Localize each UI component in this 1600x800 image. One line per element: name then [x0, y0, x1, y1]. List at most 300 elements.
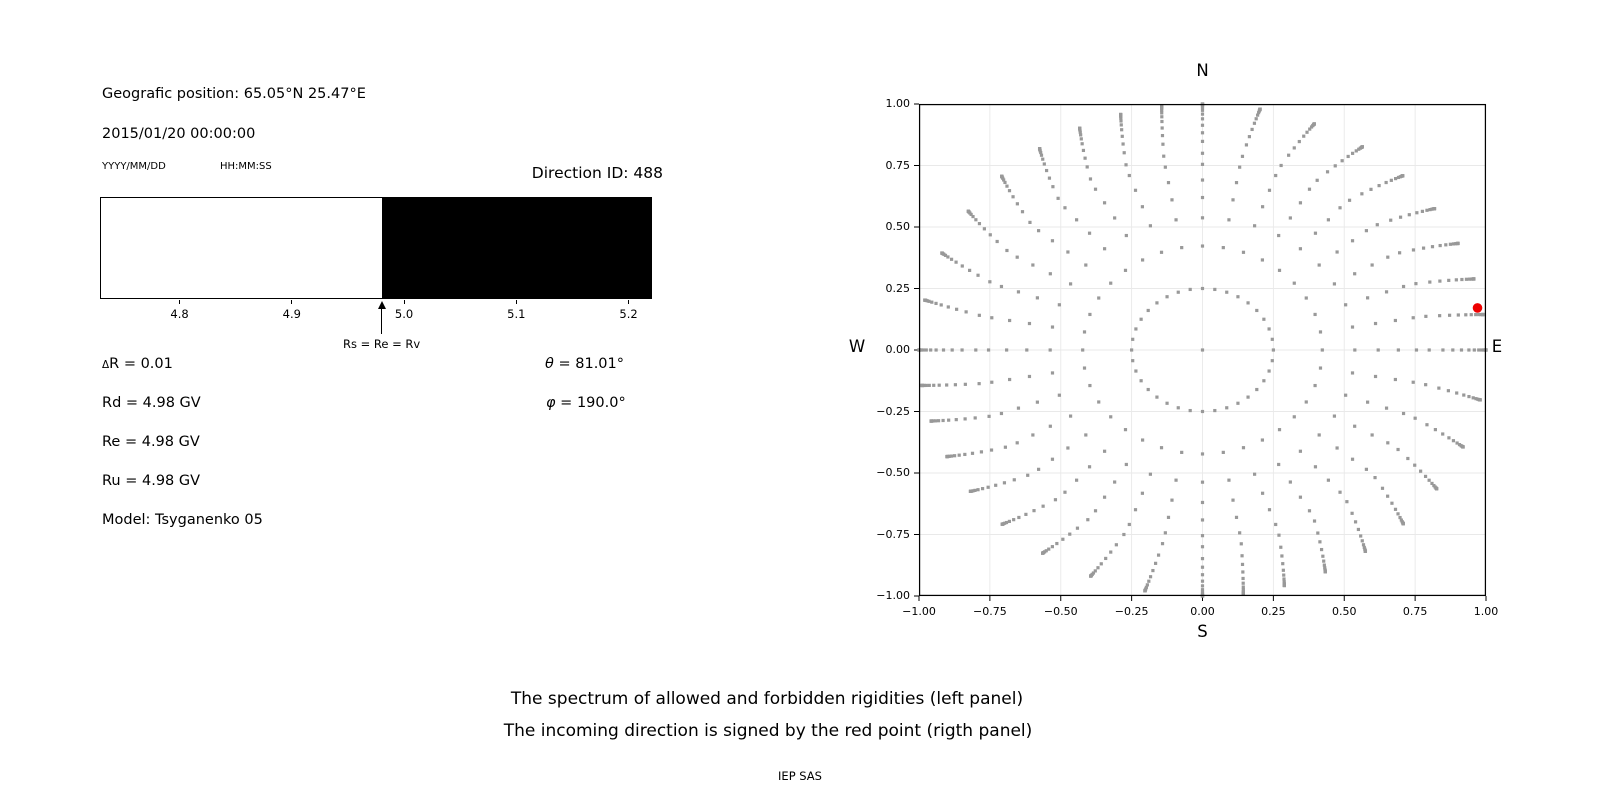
direction-dot: [1402, 522, 1405, 525]
direction-dot: [1147, 309, 1150, 312]
direction-dot: [974, 218, 977, 221]
direction-dot: [1013, 478, 1016, 481]
x-tick-label: 1.00: [1473, 605, 1499, 618]
direction-dot: [1201, 140, 1204, 143]
direction-dot: [1279, 546, 1282, 549]
direction-dot: [1000, 175, 1003, 178]
direction-dot: [1038, 147, 1041, 150]
direction-dot: [1377, 348, 1380, 351]
direction-dot: [1401, 174, 1404, 177]
direction-dot: [1241, 563, 1244, 566]
direction-dot: [1385, 181, 1388, 184]
direction-dot: [1063, 206, 1066, 209]
direction-dot: [1103, 496, 1106, 499]
direction-dot: [1359, 534, 1362, 537]
direction-dot: [1031, 263, 1034, 266]
direction-dot: [1314, 232, 1317, 235]
direction-dot: [961, 264, 964, 267]
direction-dot: [1398, 251, 1401, 254]
direction-dot: [1268, 327, 1271, 330]
direction-dot: [1280, 164, 1283, 167]
direction-dot: [945, 383, 948, 386]
direction-dot: [1051, 239, 1054, 242]
direction-dot: [1201, 117, 1204, 120]
direction-dot: [1261, 258, 1264, 261]
direction-dot: [1437, 387, 1440, 390]
direction-dot: [1201, 216, 1204, 219]
direction-dot: [1258, 108, 1261, 111]
direction-dot: [1386, 256, 1389, 259]
direction-dot: [1001, 523, 1004, 526]
datetime-text: 2015/01/20 00:00:00: [102, 126, 256, 142]
cutoff-arrow-label: Rs = Re = Rv: [342, 337, 421, 351]
direction-dot: [1467, 348, 1470, 351]
direction-dot: [1406, 457, 1409, 460]
direction-dot: [1201, 244, 1204, 247]
direction-dot: [983, 227, 986, 230]
direction-dot: [1305, 296, 1308, 299]
direction-dot: [1282, 573, 1285, 576]
direction-dot: [1277, 463, 1280, 466]
direction-dot: [1238, 166, 1241, 169]
direction-dot: [1086, 165, 1089, 168]
direction-dot: [1316, 531, 1319, 534]
direction-dot: [1063, 491, 1066, 494]
direction-dot: [965, 310, 968, 313]
direction-dot: [950, 258, 953, 261]
direction-dot: [1069, 414, 1072, 417]
direction-dot: [1157, 554, 1160, 557]
compass-south-label: S: [1197, 622, 1208, 641]
direction-dot: [1321, 348, 1324, 351]
direction-dot: [954, 261, 957, 264]
direction-dot: [934, 348, 937, 351]
direction-dot: [1255, 388, 1258, 391]
direction-dot: [1155, 396, 1158, 399]
phi-symbol: φ: [546, 395, 556, 411]
direction-dot: [963, 453, 966, 456]
direction-dot: [1313, 384, 1316, 387]
direction-dot: [1394, 508, 1397, 511]
direction-dot: [1428, 479, 1431, 482]
direction-dot: [1201, 566, 1204, 569]
direction-dot: [1012, 518, 1015, 521]
direction-dot: [1242, 446, 1245, 449]
direction-dot: [1054, 498, 1057, 501]
direction-dot: [1120, 123, 1123, 126]
direction-dot: [1305, 131, 1308, 134]
direction-dot: [1201, 452, 1204, 455]
direction-dot: [971, 452, 974, 455]
direction-dot: [1028, 375, 1031, 378]
direction-dot: [1201, 348, 1204, 351]
direction-dot: [1032, 509, 1035, 512]
direction-dot: [1240, 542, 1243, 545]
direction-dot: [1113, 216, 1116, 219]
direction-dot: [1097, 400, 1100, 403]
direction-dot: [1386, 441, 1389, 444]
direction-dot: [1425, 209, 1428, 212]
direction-dot: [1201, 113, 1204, 116]
direction-dot: [1201, 518, 1204, 521]
direction-dot: [1385, 407, 1388, 410]
direction-dot: [1434, 428, 1437, 431]
direction-dot: [1353, 348, 1356, 351]
direction-dot: [1421, 210, 1424, 213]
date-format-hint: YYYY/MM/DD: [102, 161, 166, 172]
direction-dot: [1028, 221, 1031, 224]
direction-dot: [1167, 516, 1170, 519]
direction-dot: [1413, 464, 1416, 467]
direction-dot: [1396, 512, 1399, 515]
x-tick-label: −0.75: [973, 605, 1007, 618]
direction-dot: [1088, 232, 1091, 235]
direction-dot: [1447, 389, 1450, 392]
x-tick-label: 0.50: [1332, 605, 1357, 618]
direction-dot: [1227, 218, 1230, 221]
direction-dot: [1165, 295, 1168, 298]
direction-dot: [1283, 584, 1286, 587]
direction-dot: [1124, 163, 1127, 166]
direction-dot: [1374, 322, 1377, 325]
allowed-region: [101, 198, 382, 298]
direction-dot: [1017, 407, 1020, 410]
direction-dot: [1017, 516, 1020, 519]
direction-dot: [1201, 481, 1204, 484]
y-tick-label: 1.00: [885, 97, 910, 110]
direction-dot: [1088, 465, 1091, 468]
direction-dot: [1341, 159, 1344, 162]
direction-dot: [1225, 406, 1228, 409]
direction-dot: [1104, 557, 1107, 560]
direction-dot: [1261, 438, 1264, 441]
direction-dot: [1154, 562, 1157, 565]
direction-dot: [1041, 158, 1044, 161]
direction-dot: [1402, 285, 1405, 288]
direction-dot: [1049, 425, 1052, 428]
direction-dot: [1201, 580, 1204, 583]
direction-dot: [1390, 179, 1393, 182]
direction-dot: [994, 484, 997, 487]
direction-dot: [1109, 550, 1112, 553]
direction-dot: [1351, 239, 1354, 242]
credit-text: IEP SAS: [778, 769, 822, 783]
direction-dot: [1005, 185, 1008, 188]
direction-dot: [1274, 523, 1277, 526]
direction-dot: [1240, 554, 1243, 557]
direction-dot: [1316, 179, 1319, 182]
spectrum-tick-label: 4.9: [282, 307, 301, 321]
direction-dot: [1016, 202, 1019, 205]
direction-dot: [1051, 371, 1054, 374]
direction-dot: [1201, 534, 1204, 537]
direction-dot: [1201, 163, 1204, 166]
direction-dot: [1130, 348, 1133, 351]
direction-scatter-plot: [848, 61, 1503, 641]
direction-dot: [1037, 229, 1040, 232]
direction-dot: [1278, 269, 1281, 272]
direction-dot: [940, 303, 943, 306]
direction-dot: [1075, 218, 1078, 221]
direction-dot: [1086, 518, 1089, 521]
direction-dot: [1441, 348, 1444, 351]
direction-dot: [1008, 319, 1011, 322]
direction-dot: [1435, 487, 1438, 490]
spectrum-tick-label: 5.2: [619, 307, 638, 321]
direction-dot: [987, 486, 990, 489]
direction-dot: [1000, 285, 1003, 288]
direction-dot: [1344, 303, 1347, 306]
direction-dot: [1357, 528, 1360, 531]
direction-dot: [1174, 479, 1177, 482]
cutoff-arrow-shaft: [381, 307, 382, 334]
direction-dot: [1177, 291, 1180, 294]
direction-dot: [1354, 520, 1357, 523]
direction-dot: [1048, 177, 1051, 180]
direction-dot: [1028, 322, 1031, 325]
direction-dot: [1394, 378, 1397, 381]
spectrum-tick-mark: [628, 300, 629, 304]
y-tick-label: 0.75: [885, 158, 910, 172]
direction-dot: [1394, 177, 1397, 180]
direction-dot: [1385, 290, 1388, 293]
direction-dot: [1262, 318, 1265, 321]
direction-dot: [1348, 199, 1351, 202]
direction-dot: [1131, 359, 1134, 362]
direction-dot: [1268, 189, 1271, 192]
direction-dot: [1147, 580, 1150, 583]
direction-dot: [1003, 481, 1006, 484]
spectrum-tick-label: 5.0: [394, 307, 414, 321]
direction-dot: [1261, 492, 1264, 495]
direction-dot: [987, 348, 990, 351]
direction-dot: [1308, 509, 1311, 512]
direction-dot: [1124, 428, 1127, 431]
direction-dot: [1361, 145, 1364, 148]
direction-dot: [1081, 142, 1084, 145]
direction-dot: [1123, 151, 1126, 154]
direction-dot: [1462, 393, 1465, 396]
direction-dot: [1447, 279, 1450, 282]
direction-dot: [1161, 143, 1164, 146]
direction-dot: [1448, 314, 1451, 317]
direction-dot: [1351, 371, 1354, 374]
direction-dot: [1140, 318, 1143, 321]
direction-dot: [1366, 296, 1369, 299]
direction-dot: [1131, 338, 1134, 341]
direction-dot: [1298, 140, 1301, 143]
direction-dot: [1082, 149, 1085, 152]
direction-dot: [1472, 396, 1475, 399]
direction-plot-canvas: [919, 104, 1486, 596]
direction-dot: [1281, 562, 1284, 565]
direction-dot: [1160, 105, 1163, 108]
direction-dot: [1096, 566, 1099, 569]
theta-symbol: θ: [545, 356, 554, 372]
delta-r-text: R = 0.01: [109, 356, 173, 372]
x-tick-label: −0.50: [1043, 605, 1078, 618]
direction-dot: [1103, 247, 1106, 250]
direction-dot: [1008, 189, 1011, 192]
direction-dot: [976, 274, 979, 277]
direction-dot: [1327, 218, 1330, 221]
time-format-hint: HH:MM:SS: [220, 161, 272, 172]
direction-dot: [1299, 247, 1302, 250]
direction-dot: [1134, 327, 1137, 330]
direction-dot: [958, 454, 961, 457]
direction-dot: [1439, 244, 1442, 247]
delta-r-value: [102, 355, 173, 373]
direction-dot: [1334, 164, 1337, 167]
compass-east-label: E: [1491, 337, 1503, 356]
direction-dot: [1128, 523, 1131, 526]
direction-dot: [932, 384, 935, 387]
phi-text: = 190.0°: [555, 395, 626, 411]
direction-dot: [1302, 135, 1305, 138]
direction-dot: [1293, 415, 1296, 418]
direction-dot: [1141, 438, 1144, 441]
direction-dot: [964, 383, 967, 386]
direction-dot: [945, 455, 948, 458]
direction-dot: [1036, 401, 1039, 404]
direction-dot: [1201, 410, 1204, 413]
x-tick-label: 0.25: [1261, 605, 1286, 618]
direction-dot: [1109, 415, 1112, 418]
direction-dot: [1289, 480, 1292, 483]
direction-dot: [969, 490, 972, 493]
direction-dot: [980, 450, 983, 453]
direction-dot: [1314, 465, 1317, 468]
direction-dot: [947, 305, 950, 308]
direction-dot: [1250, 128, 1253, 131]
direction-dot: [1051, 545, 1054, 548]
direction-dot: [1351, 325, 1354, 328]
direction-dot: [1261, 205, 1264, 208]
direction-dot: [1319, 330, 1322, 333]
direction-dot: [1222, 451, 1225, 454]
direction-dot: [1464, 313, 1467, 316]
x-tick-label: 0.75: [1402, 605, 1428, 618]
direction-dot: [1161, 542, 1164, 545]
direction-dot: [1180, 451, 1183, 454]
direction-dot: [1374, 375, 1377, 378]
direction-dot: [1151, 569, 1154, 572]
direction-dot: [941, 419, 944, 422]
direction-dot: [1318, 263, 1321, 266]
delta-symbol: Δ: [102, 359, 110, 371]
direction-dot: [1473, 348, 1476, 351]
direction-dot: [1160, 115, 1163, 118]
direction-dot: [1248, 135, 1251, 138]
direction-dot: [1438, 279, 1441, 282]
direction-dot: [930, 301, 933, 304]
direction-dot: [1364, 550, 1367, 553]
direction-dot: [1390, 502, 1393, 505]
direction-dot: [1278, 428, 1281, 431]
direction-dot: [987, 415, 990, 418]
direction-dot: [1066, 250, 1069, 253]
direction-dot: [1042, 505, 1045, 508]
direction-dot: [1428, 348, 1431, 351]
direction-dot: [1045, 169, 1048, 172]
direction-dot: [978, 382, 981, 385]
direction-dot: [1399, 216, 1402, 219]
direction-dot: [1424, 475, 1427, 478]
direction-dot: [1245, 143, 1248, 146]
direction-dot: [1455, 391, 1458, 394]
direction-dot: [1274, 174, 1277, 177]
direction-dot: [1083, 330, 1086, 333]
direction-dot: [1134, 189, 1137, 192]
direction-dot: [1386, 495, 1389, 498]
direction-id-text: Direction ID: 488: [531, 164, 663, 182]
direction-dot: [1389, 219, 1392, 222]
direction-dot: [1008, 520, 1011, 523]
direction-dot: [1076, 527, 1079, 530]
model-text: Model: Tsyganenko 05: [102, 512, 263, 528]
direction-dot: [1078, 127, 1081, 130]
direction-dot: [955, 418, 958, 421]
direction-dot: [1272, 348, 1275, 351]
direction-dot: [1147, 388, 1150, 391]
direction-dot: [929, 348, 932, 351]
direction-dot: [1377, 184, 1380, 187]
direction-dot: [1412, 381, 1415, 384]
direction-dot: [1058, 303, 1061, 306]
direction-dot: [1143, 589, 1146, 592]
direction-dot: [1451, 348, 1454, 351]
direction-dot: [1051, 458, 1054, 461]
direction-dot: [1308, 188, 1311, 191]
direction-dot: [1467, 395, 1470, 398]
direction-dot: [1005, 348, 1008, 351]
direction-dot: [1201, 287, 1204, 290]
theta-text: = 81.01°: [553, 356, 625, 372]
direction-dot: [1241, 577, 1244, 580]
direction-dot: [1170, 198, 1173, 201]
direction-dot: [1280, 554, 1283, 557]
rigidity-spectrum-chart: [100, 197, 652, 351]
incoming-direction-point: [1473, 303, 1483, 313]
spectrum-tick-label: 5.1: [507, 307, 526, 321]
compass-north-label: N: [1196, 61, 1209, 80]
direction-dot: [1365, 468, 1368, 471]
direction-dot: [940, 251, 943, 254]
direction-dot: [1241, 570, 1244, 573]
direction-dot: [1213, 409, 1216, 412]
direction-dot: [1305, 400, 1308, 403]
direction-dot: [989, 233, 992, 236]
direction-dot: [1174, 218, 1177, 221]
spectrum-tick-mark: [179, 300, 180, 304]
direction-dot: [1271, 359, 1274, 362]
direction-dot: [1121, 135, 1124, 138]
direction-dot: [1094, 188, 1097, 191]
direction-dot: [1141, 258, 1144, 261]
direction-dot: [1242, 251, 1245, 254]
y-tick-label: −0.75: [876, 527, 910, 541]
direction-dot: [1441, 432, 1444, 435]
direction-dot: [1428, 280, 1431, 283]
direction-dot: [1231, 499, 1234, 502]
direction-dot: [1201, 131, 1204, 134]
direction-dot: [1321, 555, 1324, 558]
direction-dot: [978, 314, 981, 317]
direction-dot: [1299, 450, 1302, 453]
direction-dot: [1415, 348, 1418, 351]
direction-dot: [1069, 282, 1072, 285]
direction-dot: [1481, 313, 1484, 316]
